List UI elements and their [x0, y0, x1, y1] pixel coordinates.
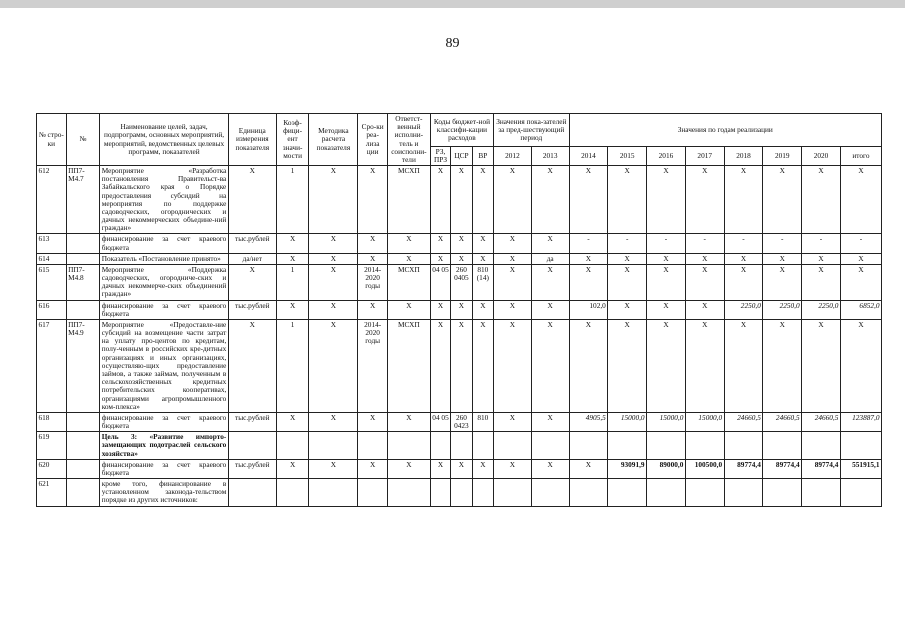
cell-row-no: 615: [37, 264, 67, 300]
cell-2016: -: [647, 234, 686, 253]
header-method: Методика расчета показателя: [309, 114, 358, 166]
cell-method: X: [309, 319, 358, 412]
cell-2020: X: [802, 166, 841, 234]
header-2012: 2012: [494, 146, 532, 165]
cell-unit: тыс.рублей: [228, 459, 276, 478]
cell-code: [66, 253, 100, 264]
cell-2012: X: [494, 253, 532, 264]
cell-2017: X: [685, 166, 724, 234]
cell-2017: 15000,0: [685, 412, 724, 431]
header-prev: Значения пока-зателей за пред-шествующий период: [494, 114, 570, 147]
cell-total: X: [840, 264, 881, 300]
cell-name: финансирование за счет краевого бюджета: [101, 412, 227, 431]
cell-term: [358, 479, 388, 507]
cell-2018: 24660,5: [724, 412, 763, 431]
cell-resp: X: [387, 234, 430, 253]
cell-2015: X: [608, 253, 647, 264]
cell-2019: [763, 479, 802, 507]
cell-row-no: 621: [37, 479, 67, 507]
cell-2013: X: [531, 319, 569, 412]
cell-method: X: [309, 459, 358, 478]
cell-2016: X: [647, 319, 686, 412]
cell-row-no: 617: [37, 319, 67, 412]
cell-name: финансирование за счет краевого бюджета: [101, 300, 227, 318]
cell-2014: X: [569, 253, 608, 264]
cell-2019: 2250,0: [763, 300, 802, 319]
header-2013: 2013: [531, 146, 569, 165]
cell-csr: X: [451, 253, 472, 264]
cell-coef: X: [276, 234, 309, 253]
cell-2014: 102,0: [569, 300, 608, 319]
header-2020: 2020: [802, 146, 841, 165]
cell-rz: [430, 479, 450, 507]
cell-csr: 260 0423: [451, 412, 472, 431]
cell-2017: X: [685, 253, 724, 264]
cell-rz: X: [430, 253, 450, 264]
table-row: [37, 253, 882, 264]
header-2019: 2019: [763, 146, 802, 165]
cell-2017: X: [685, 264, 724, 300]
cell-code: ПП7-М4.7: [66, 166, 100, 234]
cell-resp: X: [387, 253, 430, 264]
cell-2020: 2250,0: [802, 300, 841, 319]
cell-2012: [494, 479, 532, 507]
cell-2013: [531, 479, 569, 507]
cell-2015: X: [608, 166, 647, 234]
cell-2012: X: [494, 264, 532, 300]
cell-coef: 1: [276, 166, 309, 234]
cell-vr: X: [472, 319, 493, 412]
cell-name: Мероприятие «Поддержка садоводческих, огородниче-ских и дачных некоммерче-ских объединений граждан»: [101, 264, 227, 299]
cell-method: X: [309, 234, 358, 253]
cell-2015: [608, 432, 647, 460]
header-2018: 2018: [724, 146, 763, 165]
cell-unit: тыс.рублей: [228, 300, 276, 319]
cell-vr: 810 (14): [472, 264, 493, 300]
cell-resp: [387, 479, 430, 507]
cell-2016: 89000,0: [647, 459, 686, 478]
cell-2017: [685, 479, 724, 507]
cell-total: 123887,0: [840, 412, 881, 431]
cell-csr: [451, 479, 472, 507]
cell-name: финансирование за счет краевого бюджета: [101, 234, 227, 252]
cell-2019: X: [763, 253, 802, 264]
cell-coef: 1: [276, 264, 309, 300]
cell-code: [66, 234, 100, 253]
cell-vr: X: [472, 459, 493, 478]
cell-total: 6852,0: [840, 300, 881, 319]
cell-term: X: [358, 300, 388, 319]
program-table: [36, 113, 882, 507]
cell-row-no: 618: [37, 412, 67, 431]
cell-term: 2014-2020 годы: [358, 264, 388, 300]
cell-row-no: 613: [37, 234, 67, 253]
cell-code: [66, 432, 100, 460]
cell-name: Показатель «Постановление принято»: [100, 253, 229, 264]
cell-2012: [494, 432, 532, 460]
cell-2015: X: [608, 264, 647, 300]
cell-coef: [276, 479, 309, 507]
cell-csr: X: [451, 319, 472, 412]
cell-2017: X: [685, 319, 724, 412]
table-row: [37, 459, 882, 478]
cell-2015: [608, 479, 647, 507]
cell-rz: 04 05: [430, 264, 450, 300]
cell-2012: X: [494, 319, 532, 412]
cell-resp: МСХП: [387, 166, 430, 234]
cell-2020: X: [802, 319, 841, 412]
cell-2014: 4905,5: [569, 412, 608, 431]
cell-2015: -: [608, 234, 647, 253]
cell-2014: [569, 479, 608, 507]
cell-2016: X: [647, 264, 686, 300]
cell-vr: [472, 432, 493, 460]
cell-code: ПП7-М4.9: [66, 319, 100, 412]
cell-total: 551915,1: [840, 459, 881, 478]
cell-2017: -: [685, 234, 724, 253]
cell-resp: [387, 432, 430, 460]
header-code: №: [66, 114, 100, 166]
cell-2020: 24660,5: [802, 412, 841, 431]
table-row: [37, 479, 882, 507]
cell-2020: X: [802, 264, 841, 300]
cell-csr: 260 0405: [451, 264, 472, 300]
cell-coef: X: [276, 412, 309, 431]
header-resp: Ответст-венный исполни-тель и соисполни-тели: [387, 114, 430, 166]
cell-method: X: [309, 264, 358, 300]
cell-total: X: [840, 253, 881, 264]
cell-2019: 24660,5: [763, 412, 802, 431]
cell-2019: [763, 432, 802, 460]
cell-2019: X: [763, 264, 802, 300]
header-2017: 2017: [685, 146, 724, 165]
cell-coef: X: [276, 253, 309, 264]
cell-coef: X: [276, 300, 309, 319]
cell-2014: X: [569, 319, 608, 412]
cell-coef: [276, 432, 309, 460]
cell-2019: X: [763, 166, 802, 234]
cell-2018: [724, 432, 763, 460]
cell-unit: да/нет: [228, 253, 276, 264]
cell-csr: [451, 432, 472, 460]
cell-2018: -: [724, 234, 763, 253]
cell-2012: X: [494, 166, 532, 234]
cell-term: X: [358, 234, 388, 253]
cell-2020: [802, 432, 841, 460]
cell-row-no: 619: [37, 432, 67, 460]
cell-2019: X: [763, 319, 802, 412]
cell-rz: [430, 432, 450, 460]
cell-2014: X: [569, 166, 608, 234]
cell-2013: X: [531, 412, 569, 431]
cell-2016: 15000,0: [647, 412, 686, 431]
cell-2020: X: [802, 253, 841, 264]
cell-vr: X: [472, 300, 493, 319]
header-rz: РЗ, ПРЗ: [430, 146, 450, 165]
cell-2013: X: [531, 459, 569, 478]
cell-row-no: 620: [37, 459, 67, 478]
cell-name: Мероприятие «Разработка постановления Правительст-ва Забайкальского края о Порядке предоставления субсидий на мероприятия по поддержке садоводческих, огороднических и дачных некоммерческих объедине-ний граждан»: [101, 166, 227, 233]
cell-coef: X: [276, 459, 309, 478]
cell-2018: 2250,0: [724, 300, 763, 319]
table-row: [37, 432, 882, 460]
cell-2016: X: [647, 253, 686, 264]
cell-total: -: [840, 234, 881, 253]
cell-term: X: [358, 253, 388, 264]
cell-2016: X: [647, 166, 686, 234]
cell-total: [840, 432, 881, 460]
cell-unit: X: [228, 166, 276, 234]
cell-2012: X: [494, 459, 532, 478]
cell-resp: X: [387, 300, 430, 319]
cell-term: 2014-2020 годы: [358, 319, 388, 412]
cell-rz: X: [430, 166, 450, 234]
cell-2013: X: [531, 166, 569, 234]
cell-2014: [569, 432, 608, 460]
cell-2016: [647, 479, 686, 507]
cell-2015: 15000,0: [608, 412, 647, 431]
cell-vr: X: [472, 166, 493, 234]
cell-term: X: [358, 412, 388, 431]
cell-2018: X: [724, 319, 763, 412]
cell-code: [66, 412, 100, 431]
cell-2018: X: [724, 253, 763, 264]
header-total: итого: [840, 146, 881, 165]
header-unit: Единица измерения показателя: [228, 114, 276, 166]
cell-2012: X: [494, 412, 532, 431]
cell-name: кроме того, финансирование в установленном законода-тельством порядке из других источников:: [101, 479, 227, 505]
cell-unit: X: [228, 264, 276, 300]
cell-2018: [724, 479, 763, 507]
cell-2013: X: [531, 264, 569, 300]
cell-2014: X: [569, 264, 608, 300]
cell-resp: МСХП: [387, 319, 430, 412]
cell-2016: X: [647, 300, 686, 319]
cell-name: Цель 3: «Развитие импорто-замещающих подотраслей сельского хозяйства»: [101, 432, 227, 458]
cell-2013: X: [531, 234, 569, 253]
cell-unit: X: [228, 319, 276, 412]
cell-csr: X: [451, 459, 472, 478]
cell-2014: X: [569, 459, 608, 478]
scan-edge: [0, 0, 905, 8]
table-row: [37, 234, 882, 253]
cell-total: X: [840, 166, 881, 234]
cell-2013: [531, 432, 569, 460]
cell-coef: 1: [276, 319, 309, 412]
header-term: Сро-ки реа-лиза ции: [358, 114, 388, 166]
cell-2015: X: [608, 319, 647, 412]
cell-resp: X: [387, 412, 430, 431]
table-row: [37, 264, 882, 300]
cell-name: Мероприятие «Предоставле-ние субсидий на возмещение части затрат на уплату про-центов по кредитам, полу-ченным в российских кре-дитных организациях и иных организациях, осуществляю-щих предоставление займов, а также займам, полученным в сельскохозяйственных кредитных потребительских кооперативах, организациями агропромышленного ком-плекса»: [101, 319, 227, 411]
cell-csr: X: [451, 234, 472, 253]
cell-2012: X: [494, 300, 532, 319]
cell-rz: X: [430, 319, 450, 412]
cell-vr: X: [472, 253, 493, 264]
cell-2020: [802, 479, 841, 507]
cell-csr: X: [451, 166, 472, 234]
cell-rz: X: [430, 234, 450, 253]
cell-csr: X: [451, 300, 472, 319]
page-number: 89: [445, 36, 460, 51]
cell-2014: -: [569, 234, 608, 253]
cell-method: X: [309, 253, 358, 264]
cell-method: X: [309, 166, 358, 234]
table-row: [37, 319, 882, 412]
header-2016: 2016: [647, 146, 686, 165]
table-row: [37, 300, 882, 319]
cell-resp: X: [387, 459, 430, 478]
header-coef: Коэф-фици-ент значи-мости: [276, 114, 309, 166]
header-row: [37, 114, 882, 147]
cell-2016: [647, 432, 686, 460]
cell-2018: 89774,4: [724, 459, 763, 478]
cell-term: X: [358, 166, 388, 234]
header-vr: ВР: [472, 146, 493, 165]
cell-vr: [472, 479, 493, 507]
cell-2020: -: [802, 234, 841, 253]
cell-method: [309, 432, 358, 460]
header-2015: 2015: [608, 146, 647, 165]
cell-resp: МСХП: [387, 264, 430, 300]
cell-method: X: [309, 300, 358, 319]
cell-total: [840, 479, 881, 507]
cell-2020: 89774,4: [802, 459, 841, 478]
cell-term: X: [358, 459, 388, 478]
table-row: [37, 166, 882, 234]
cell-code: [66, 479, 100, 507]
header-budget: Коды бюджет-ной классифи-кации расходов: [430, 114, 493, 147]
cell-vr: X: [472, 234, 493, 253]
cell-unit: тыс.рублей: [228, 412, 276, 431]
cell-code: ПП7-М4.8: [66, 264, 100, 300]
cell-unit: [228, 479, 276, 507]
cell-2013: X: [531, 300, 569, 319]
cell-rz: 04 05: [430, 412, 450, 431]
cell-2015: X: [608, 300, 647, 319]
header-csr: ЦСР: [451, 146, 472, 165]
cell-2018: X: [724, 166, 763, 234]
cell-2013: да: [531, 253, 569, 264]
header-row-no: № стро-ки: [37, 114, 67, 166]
cell-total: X: [840, 319, 881, 412]
cell-row-no: 612: [37, 166, 67, 234]
cell-2017: 100500,0: [685, 459, 724, 478]
cell-term: [358, 432, 388, 460]
cell-rz: X: [430, 459, 450, 478]
cell-row-no: 616: [37, 300, 67, 319]
header-name: Наименование целей, задач, подпрограмм, основных мероприятий, мероприятий, ведомственных целевых программ, показателей: [100, 114, 229, 166]
cell-2019: 89774,4: [763, 459, 802, 478]
cell-method: X: [309, 412, 358, 431]
cell-name: финансирование за счет краевого бюджета: [101, 459, 227, 477]
header-2014: 2014: [569, 146, 608, 165]
cell-unit: [228, 432, 276, 460]
cell-2017: X: [685, 300, 724, 319]
cell-row-no: 614: [37, 253, 67, 264]
cell-2012: X: [494, 234, 532, 253]
cell-2018: X: [724, 264, 763, 300]
cell-2017: [685, 432, 724, 460]
cell-unit: тыс.рублей: [228, 234, 276, 253]
cell-2015: 93091,9: [608, 459, 647, 478]
table-row: [37, 412, 882, 431]
cell-rz: X: [430, 300, 450, 319]
cell-code: [66, 459, 100, 478]
header-years: Значения по годам реализации: [569, 114, 881, 147]
cell-vr: 810: [472, 412, 493, 431]
cell-method: [309, 479, 358, 507]
cell-code: [66, 300, 100, 319]
cell-2019: -: [763, 234, 802, 253]
